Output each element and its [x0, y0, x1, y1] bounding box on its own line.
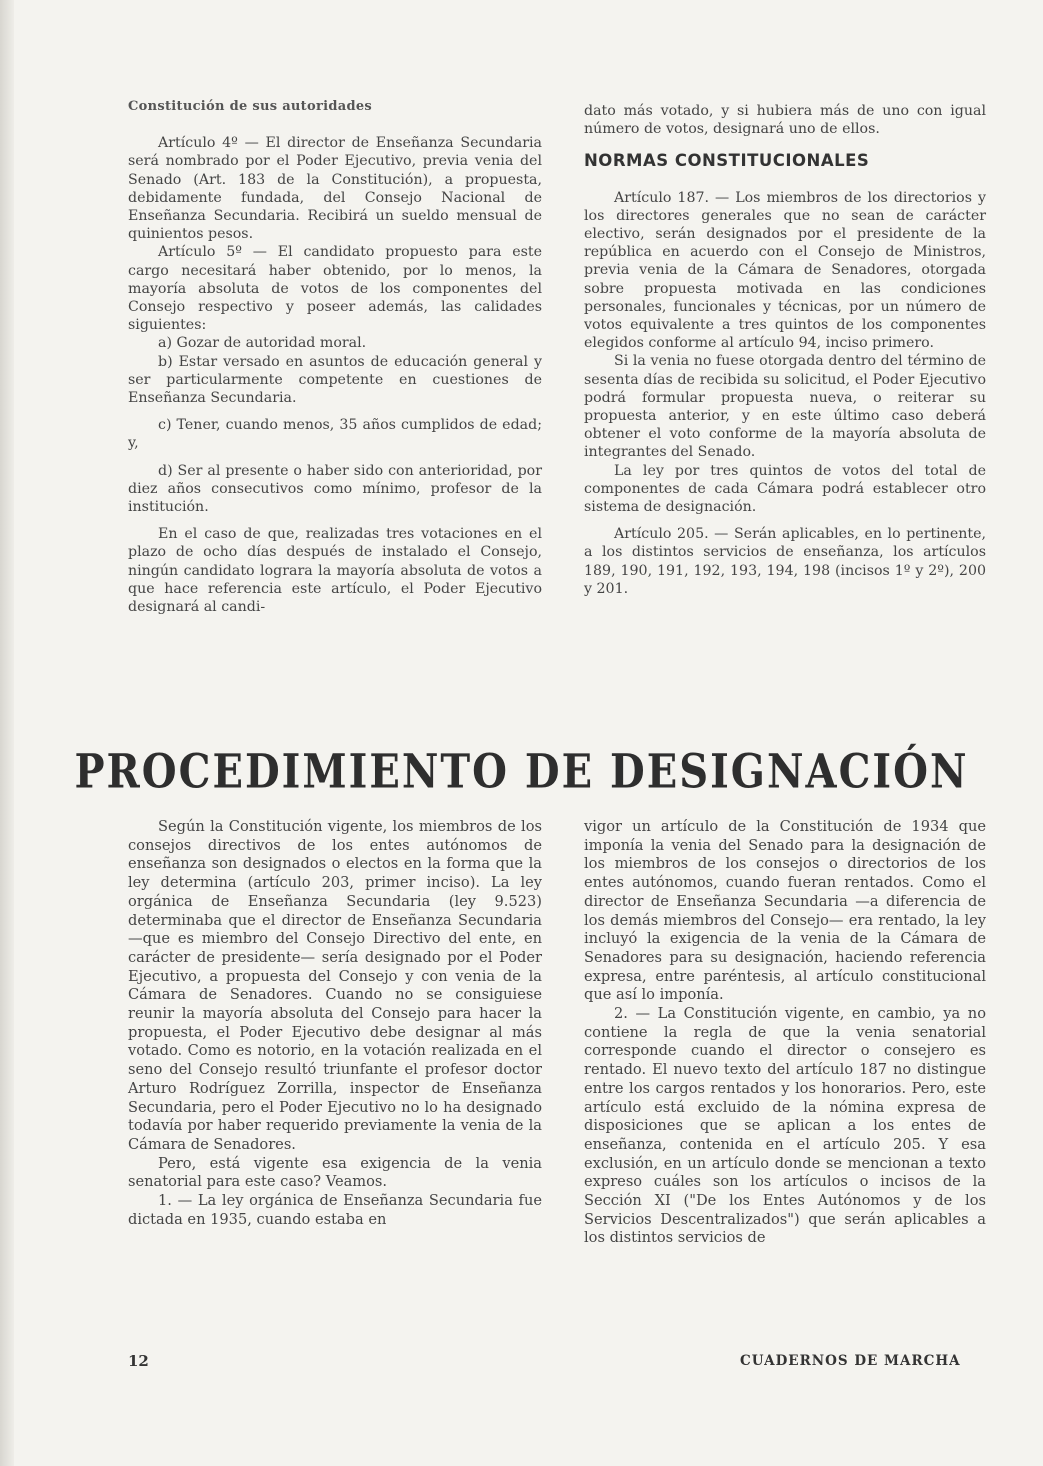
- ley-paragraph: La ley por tres quintos de votos del total de componentes de cada Cámara podrá establecer otro sistema de designación.: [584, 462, 986, 516]
- article-title: PROCEDIMIENTO DE DESIGNACIÓN: [74, 743, 969, 800]
- condition-b: b) Estar versado en asuntos de educación general y ser particularmente competente en cuestiones de Enseñanza Secundaria.: [128, 353, 542, 407]
- upper-right-column: [584, 102, 986, 598]
- lower-left-column: [128, 818, 542, 1229]
- point-2-paragraph: 2. — La Constitución vigente, en cambio, ya no contiene la regla de que la venia senatorial corresponde cuando el director o consejero es rentado. El nuevo texto del artículo 187 no distingue entre los cargos rentados y los honorarios. Pero, este artículo está excluido de la nómina expresa de disposiciones que se aplican a los entes de enseñanza, contenida en el artículo 205. Y esa exclusión, en un artículo donde se mencionan a texto expreso cuáles son los artículos o incisos de la Sección XI ("De los Entes Autónomos y de los Servicios Descentralizados") que serán aplicables a los distintos servicios de: [584, 1005, 986, 1247]
- lower-right-column: [584, 818, 986, 1248]
- section-heading: Constitución de sus autoridades: [128, 99, 373, 114]
- article-4-paragraph: Artículo 4º — El director de Enseñanza Secundaria será nombrado por el Poder Ejecutivo, previa venia del Senado (Art. 183 de la Constitución), a propuesta, debidamente fundada, del Consejo Nacional de Enseñanza Secundaria. Recibirá un sueldo mensual de quinientos pesos.: [128, 135, 542, 243]
- venia-paragraph: Si la venia no fuese otorgada dentro del término de sesenta días de recibida su solicitud, el Poder Ejecutivo podrá formular propuesta nueva, o reiterar su propuesta anterior, y en este último caso deberá obtener el voto conforme de la mayoría absoluta de integrantes del Senado.: [584, 353, 986, 461]
- article-5-paragraph: Artículo 5º — El candidato propuesto para este cargo necesitará haber obtenido, por lo menos, la mayoría absoluta de votos de los componentes del Consejo respectivo y poseer además, las calidades siguientes:: [128, 244, 542, 334]
- publication-name: CUADERNOS DE MARCHA: [740, 1353, 961, 1369]
- condition-a: a) Gozar de autoridad moral.: [158, 335, 367, 352]
- upper-left-column: [128, 98, 542, 616]
- constitution-paragraph: Según la Constitución vigente, los miembros de los consejos directivos de los entes autónomos de enseñanza son designados o electos en la forma que la ley determina (artículo 203, primer inciso). La ley orgánica de Enseñanza Secundaria (ley 9.523) determinaba que el director de Enseñanza Secundaria —que es miembro del Consejo Directivo del ente, en carácter de presidente— sería designado por el Poder Ejecutivo, a propuesta del Consejo y con venia de la Cámara de Senadores. Cuando no se consiguiese reunir la mayoría absoluta del Consejo para hacer la propuesta, el Poder Ejecutivo debe designar al más votado. Como es notorio, en la votación realizada en el seno del Consejo resultó triunfante el profesor doctor Arturo Rodríguez Zorrilla, inspector de Enseñanza Secundaria, pero el Poder Ejecutivo no lo ha designado todavía por haber requerido previamente la venia de la Cámara de Senadores.: [128, 818, 542, 1153]
- norms-heading: NORMAS CONSTITUCIONALES: [584, 151, 870, 171]
- voting-paragraph: En el caso de que, realizadas tres votaciones en el plazo de ocho días después de instalado el Consejo, ningún candidato lograra la mayoría absoluta de votos a que hace referencia este artículo, el Poder Ejecutivo designará al candi-: [128, 526, 542, 616]
- question-paragraph: Pero, está vigente esa exigencia de la venia senatorial para este caso? Veamos.: [128, 1154, 542, 1191]
- condition-d: d) Ser al presente o haber sido con anterioridad, por diez años consecutivos como mínimo, profesor de la institución.: [128, 462, 542, 516]
- scan-edge: [0, 0, 14, 1466]
- article-205-paragraph: Artículo 205. — Serán aplicables, en lo pertinente, a los distintos servicios de enseñanza, los artículos 189, 190, 191, 192, 193, 194, 198 (incisos 1º y 2º), 200 y 201.: [584, 526, 986, 597]
- continuation-paragraph: dato más votado, y si hubiera más de uno con igual número de votos, designará uno de ellos.: [584, 103, 986, 138]
- vigor-paragraph: vigor un artículo de la Constitución de 1934 que imponía la venia del Senado para la designación de los miembros de los consejos o directorios de los entes autónomos, cuando fueran rentados. Como el director de Enseñanza Secundaria —a diferencia de los demás miembros del Consejo— era rentado, la ley incluyó la exigencia de la venia de la Cámara de Senadores para su designación, haciendo referencia expresa, entre paréntesis, al artículo constitucional que así lo imponía.: [584, 818, 986, 1004]
- article-187-paragraph: Artículo 187. — Los miembros de los directorios y los directores generales que no sean de carácter electivo, serán designados por el presidente de la república en acuerdo con el Consejo de Ministros, previa venia de la Cámara de Senadores, otorgada sobre propuesta motivada en las condiciones personales, funcionales y técnicas, por un número de votos equivalente a tres quintos de los componentes elegidos conforme al artículo 94, inciso primero.: [584, 189, 986, 352]
- page-number: 12: [128, 1352, 149, 1370]
- condition-c: c) Tener, cuando menos, 35 años cumplidos de edad; y,: [128, 417, 542, 452]
- point-1-paragraph: 1. — La ley orgánica de Enseñanza Secundaria fue dictada en 1935, cuando estaba en: [128, 1192, 542, 1228]
